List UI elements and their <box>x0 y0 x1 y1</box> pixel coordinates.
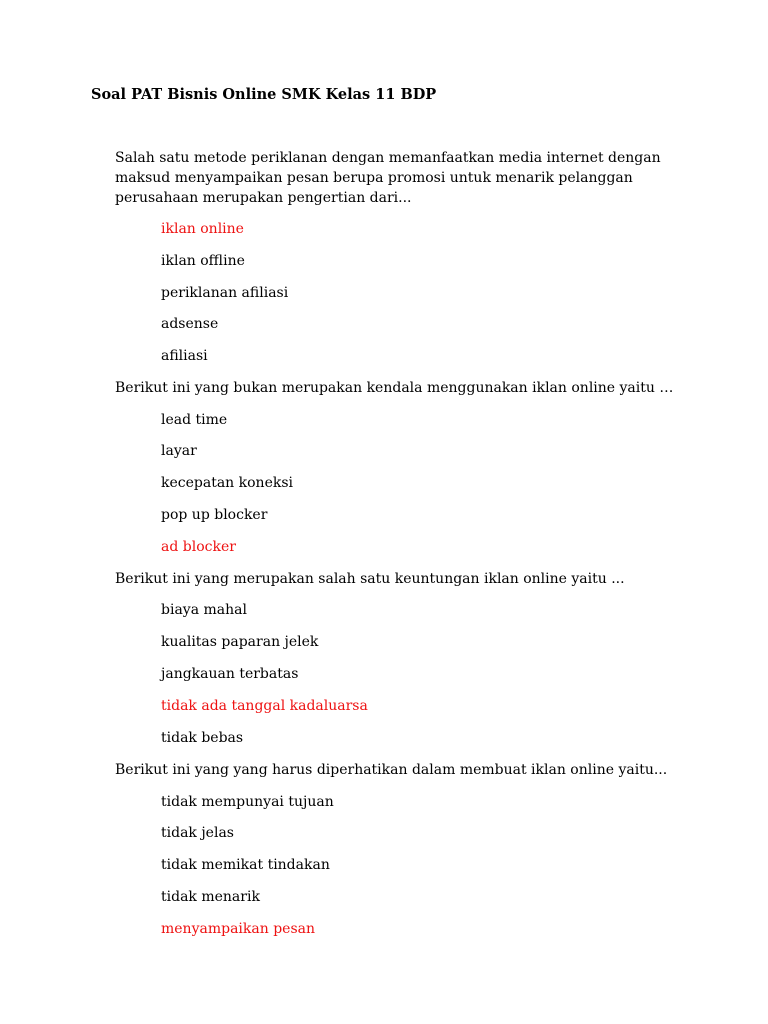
question-4-option-3: tidak memikat tindakan <box>161 857 330 873</box>
question-3-option-4-correct: tidak ada tanggal kadaluarsa <box>161 698 368 714</box>
question-2-option-2: layar <box>161 443 197 459</box>
question-2-option-1: lead time <box>161 412 228 428</box>
question-2-option-5-correct: ad blocker <box>161 539 236 555</box>
question-2-text: Berikut ini yang bukan merupakan kendala menggunakan iklan online yaitu … <box>115 380 674 396</box>
question-1-text: Salah satu metode periklanan dengan memanfaatkan media internet dengan maksud menyampaikan pesan berupa promosi untuk menarik pelanggan perusahaan merupakan pengertian dari... <box>115 150 661 206</box>
question-2-option-4: pop up blocker <box>161 507 268 523</box>
question-3-option-3: jangkauan terbatas <box>161 666 299 682</box>
question-1-option-4: adsense <box>161 316 219 332</box>
question-1-option-2: iklan offline <box>161 253 245 269</box>
question-3-text: Berikut ini yang merupakan salah satu keuntungan iklan online yaitu ... <box>115 571 625 587</box>
question-3-option-2: kualitas paparan jelek <box>161 634 319 650</box>
question-1-option-1-correct: iklan online <box>161 221 244 237</box>
question-1-option-5: afiliasi <box>161 348 208 364</box>
question-4-option-4: tidak menarik <box>161 889 260 905</box>
question-3-option-1: biaya mahal <box>161 602 247 618</box>
question-4-option-2: tidak jelas <box>161 825 234 841</box>
question-2-option-3: kecepatan koneksi <box>161 475 294 491</box>
question-1-option-3: periklanan afiliasi <box>161 285 289 301</box>
question-3-option-5: tidak bebas <box>161 730 244 746</box>
question-4-option-1: tidak mempunyai tujuan <box>161 794 334 810</box>
document-title: Soal PAT Bisnis Online SMK Kelas 11 BDP <box>91 86 437 103</box>
question-4-option-5-correct: menyampaikan pesan <box>161 921 315 937</box>
question-4-text: Berikut ini yang yang harus diperhatikan dalam membuat iklan online yaitu... <box>115 762 668 778</box>
